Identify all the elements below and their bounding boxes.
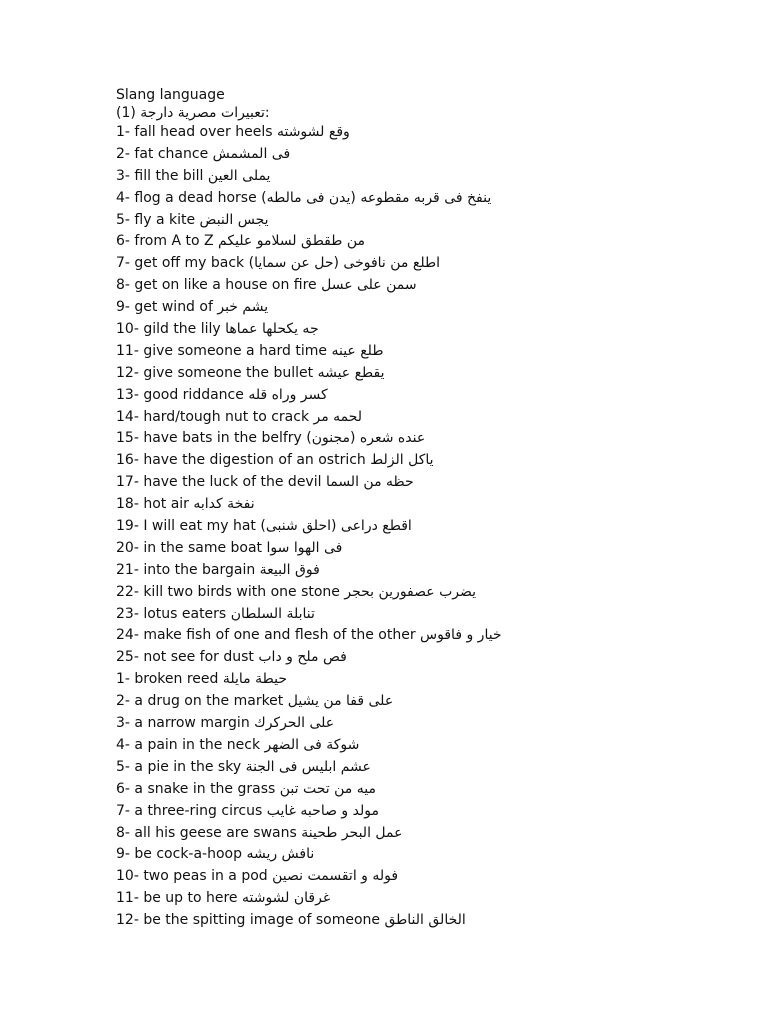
expression-row bbox=[116, 582, 736, 604]
expression-row bbox=[116, 844, 736, 866]
expression-list bbox=[116, 122, 736, 932]
expression-row bbox=[116, 538, 736, 560]
english-expression: 13- good riddance bbox=[116, 386, 244, 403]
expression-row bbox=[116, 144, 736, 166]
english-expression: 8- get on like a house on fire bbox=[116, 277, 317, 294]
document-subtitle bbox=[116, 105, 736, 122]
arabic-equivalent: يجس النبض bbox=[199, 211, 269, 228]
arabic-equivalent: فوق البيعة bbox=[259, 561, 320, 578]
arabic-equivalent: ياكل الزلط bbox=[370, 452, 434, 469]
expression-row bbox=[116, 560, 736, 582]
english-expression: 10- gild the lily bbox=[116, 321, 221, 338]
expression-row bbox=[116, 297, 736, 319]
english-expression: 20- in the same boat bbox=[116, 539, 263, 556]
expression-row bbox=[116, 801, 736, 823]
expression-row bbox=[116, 669, 736, 691]
english-expression: 23- lotus eaters bbox=[116, 605, 227, 622]
english-expression: 5- fly a kite bbox=[116, 211, 196, 228]
arabic-equivalent: غرقان لشوشته bbox=[241, 890, 331, 907]
arabic-equivalent: شوكة فى الضهر bbox=[264, 736, 360, 753]
expression-row bbox=[116, 625, 736, 647]
subtitle-arabic: تعبيرات مصرية دارجة bbox=[140, 105, 265, 121]
english-expression: 6- from A to Z bbox=[116, 233, 214, 250]
english-expression: 25- not see for dust bbox=[116, 649, 254, 666]
english-expression: 19- I will eat my hat bbox=[116, 518, 256, 535]
expression-row bbox=[116, 407, 736, 429]
english-expression: 12- give someone the bullet bbox=[116, 364, 314, 381]
english-expression: 12- be the spitting image of someone bbox=[116, 912, 381, 929]
arabic-equivalent: يقطع عيشه bbox=[317, 364, 385, 381]
english-expression: 11- be up to here bbox=[116, 890, 238, 907]
arabic-equivalent: يضرب عصفورين بحجر bbox=[344, 583, 477, 600]
expression-row bbox=[116, 428, 736, 450]
arabic-equivalent: الخالق الناطق bbox=[384, 912, 466, 929]
expression-row bbox=[116, 275, 736, 297]
english-expression: 7- get off my back bbox=[116, 255, 245, 272]
arabic-equivalent: طلع عينه bbox=[331, 342, 384, 359]
arabic-equivalent: حظه من السما bbox=[325, 474, 414, 491]
english-expression: 24- make fish of one and flesh of the other bbox=[116, 627, 416, 644]
english-expression: 22- kill two birds with one stone bbox=[116, 583, 340, 600]
arabic-equivalent: ميه من تحت تبن bbox=[279, 780, 376, 797]
expression-row bbox=[116, 647, 736, 669]
arabic-equivalent: على الحركرك bbox=[254, 715, 335, 732]
expression-row bbox=[116, 910, 736, 932]
arabic-equivalent: يملى العين bbox=[207, 167, 271, 184]
arabic-equivalent: جه يكحلها عماها bbox=[225, 321, 319, 338]
arabic-equivalent: من طقطق لسلامو عليكم bbox=[218, 233, 366, 250]
english-expression: 1- broken reed bbox=[116, 671, 219, 688]
expression-row bbox=[116, 691, 736, 713]
arabic-equivalent: فى المشمش bbox=[212, 145, 291, 162]
expression-row bbox=[116, 757, 736, 779]
english-expression: 5- a pie in the sky bbox=[116, 758, 242, 775]
expression-row bbox=[116, 450, 736, 472]
expression-row bbox=[116, 363, 736, 385]
arabic-equivalent: فوله و اتقسمت نصين bbox=[272, 868, 399, 885]
expression-row bbox=[116, 779, 736, 801]
english-expression: 16- have the digestion of an ostrich bbox=[116, 452, 366, 469]
english-expression: 3- fill the bill bbox=[116, 167, 204, 184]
expression-row bbox=[116, 253, 736, 275]
expression-row bbox=[116, 188, 736, 210]
expression-row bbox=[116, 516, 736, 538]
arabic-equivalent: وقع لشوشته bbox=[276, 124, 350, 140]
arabic-equivalent: فص ملح و داب bbox=[258, 649, 347, 666]
english-expression: 2- a drug on the market bbox=[116, 693, 284, 710]
expression-row bbox=[116, 823, 736, 845]
english-expression: 3- a narrow margin bbox=[116, 715, 250, 732]
subtitle-number: (1) bbox=[116, 105, 136, 121]
english-expression: 17- have the luck of the devil bbox=[116, 474, 322, 491]
document-page bbox=[116, 86, 736, 932]
english-expression: 11- give someone a hard time bbox=[116, 342, 328, 359]
arabic-equivalent: نافش ريشه bbox=[246, 846, 315, 863]
arabic-equivalent: اقطع دراعى (احلق شنبى) bbox=[260, 518, 412, 535]
arabic-equivalent: على قفا من يشيل bbox=[287, 693, 394, 710]
arabic-equivalent: حيطة مايلة bbox=[222, 671, 287, 688]
arabic-equivalent: يشم خبر bbox=[217, 299, 269, 316]
expression-row bbox=[116, 888, 736, 910]
arabic-equivalent: خيار و فاقوس bbox=[420, 627, 502, 644]
expression-row bbox=[116, 319, 736, 341]
arabic-equivalent: عمل البحر طحينة bbox=[301, 824, 403, 841]
expression-row bbox=[116, 494, 736, 516]
expression-row bbox=[116, 341, 736, 363]
english-expression: 1- fall head over heels bbox=[116, 124, 273, 140]
english-expression: 18- hot air bbox=[116, 496, 189, 513]
english-expression: 4- flog a dead horse bbox=[116, 189, 257, 206]
arabic-equivalent: لحمه مر bbox=[313, 408, 363, 425]
english-expression: 10- two peas in a pod bbox=[116, 868, 268, 885]
expression-row bbox=[116, 735, 736, 757]
expression-row bbox=[116, 122, 736, 144]
english-expression: 14- hard/tough nut to crack bbox=[116, 408, 310, 425]
expression-row bbox=[116, 472, 736, 494]
arabic-equivalent: كسر وراه قله bbox=[248, 386, 328, 403]
english-expression: 6- a snake in the grass bbox=[116, 780, 276, 797]
arabic-equivalent: عشم ابليس فى الجنة bbox=[245, 758, 371, 775]
arabic-equivalent: فى الهوا سوا bbox=[266, 539, 343, 556]
subtitle-colon: : bbox=[264, 105, 270, 121]
expression-row bbox=[116, 385, 736, 407]
english-expression: 15- have bats in the belfry bbox=[116, 430, 302, 447]
arabic-equivalent: سمن على عسل bbox=[321, 277, 417, 294]
english-expression: 7- a three-ring circus bbox=[116, 802, 263, 819]
arabic-equivalent: مولد و صاحبه غايب bbox=[266, 802, 379, 819]
arabic-equivalent: عنده شعره (مجنون) bbox=[306, 430, 426, 447]
document-title: Slang language bbox=[116, 87, 225, 103]
english-expression: 9- get wind of bbox=[116, 299, 213, 316]
english-expression: 4- a pain in the neck bbox=[116, 736, 261, 753]
expression-row bbox=[116, 866, 736, 888]
expression-row bbox=[116, 231, 736, 253]
english-expression: 8- all his geese are swans bbox=[116, 824, 297, 841]
expression-row bbox=[116, 713, 736, 735]
arabic-equivalent: اطلع من نافوخى (حل عن سمايا) bbox=[248, 255, 440, 272]
english-expression: 9- be cock-a-hoop bbox=[116, 846, 242, 863]
expression-row bbox=[116, 210, 736, 232]
arabic-equivalent: نفخة كدابه bbox=[193, 496, 255, 513]
arabic-equivalent: تنابلة السلطان bbox=[230, 605, 315, 622]
english-expression: 21- into the bargain bbox=[116, 561, 256, 578]
expression-row bbox=[116, 604, 736, 626]
arabic-equivalent: ينفخ فى قربه مقطوعه (يدن فى مالطه) bbox=[261, 189, 492, 206]
english-expression: 2- fat chance bbox=[116, 145, 209, 162]
expression-row bbox=[116, 166, 736, 188]
